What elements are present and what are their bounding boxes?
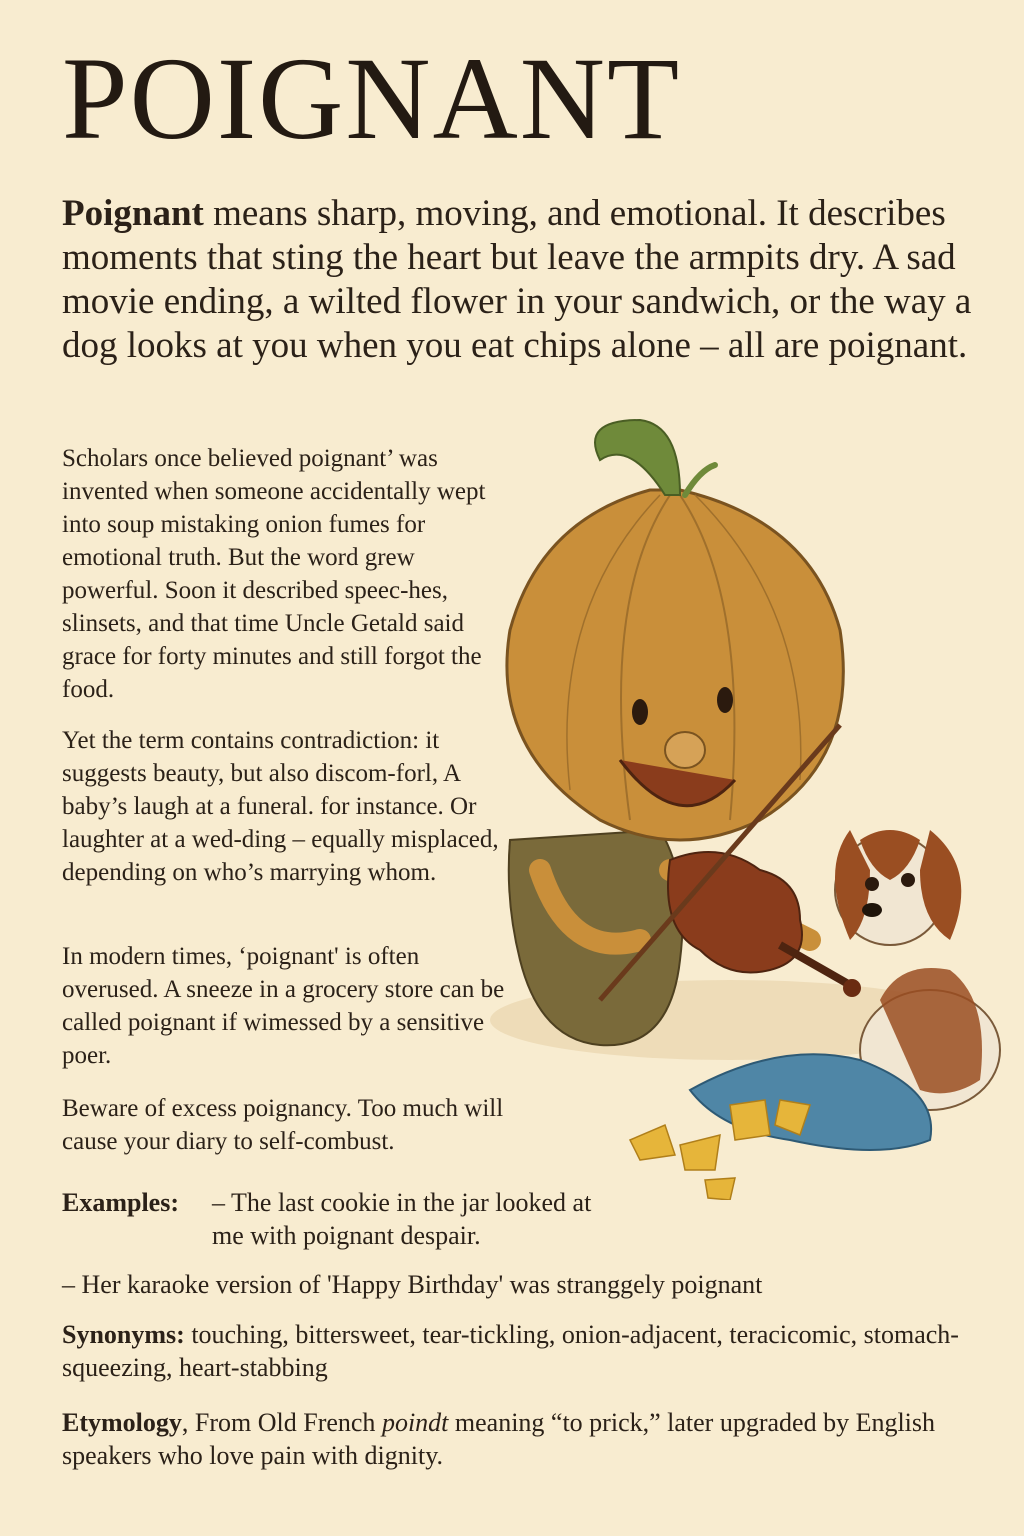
etymology-word: poindt [381, 1408, 449, 1437]
paragraph-modern: In modern times, ‘poignant' is often overused. A sneeze in a grocery store can be called poignant if wimessed by a sensitive poer. [62, 943, 505, 1069]
chip-bag-icon [630, 1054, 931, 1200]
paragraph-warning: Beware of excess poignancy. Too much will cause your diary to self-combust. [62, 1095, 504, 1155]
examples-label: Examples: [62, 1188, 179, 1217]
paragraph-contradiction: Yet the term contains contradiction: it suggests beauty, but also discom-forl, A baby’s laugh at a funeral. for instance. Or laughter at a wed-ding – equally misplaced, depending on who’s marrying whom. [62, 727, 499, 886]
synonyms-block [62, 1318, 982, 1384]
intro-term: Poignant [62, 193, 204, 234]
etymology-text-before: , From Old French [181, 1408, 382, 1437]
example-item: – Her karaoke version of 'Happy Birthday' was stranggely poignant [62, 1270, 763, 1299]
paragraph-origin: Scholars once believed poignant’ was invented when someone accidentally wept into soup mistaking onion fumes for emotional truth. But the word grew powerful. Soon it described speec-hes, slinsets, and that time Uncle Getald said grace for forty minutes and still forgot the food. [62, 445, 486, 703]
page-title: POIGNANT [62, 33, 682, 164]
intro-text: means sharp, moving, and emotional. It describes moments that sting the heart but leave the armpits dry. A sad movie ending, a wilted flower in your sandwich, or the way a dog looks at you when you eat chips alone – all are poignant. [62, 193, 972, 366]
synonyms-text: touching, bittersweet, tear-tickling, onion-adjacent, teracicomic, stomach-squeezing, heart-stabbing [62, 1320, 959, 1382]
illustration [480, 400, 1024, 1200]
etymology-text-after: meaning “to prick,” later upgraded by English speakers who love pain with dignity. [62, 1408, 936, 1470]
synonyms-label: Synonyms: [62, 1320, 185, 1349]
example-item: – The last cookie in the jar looked at me with poignant despair. [212, 1188, 592, 1250]
etymology-label: Etymology [62, 1408, 182, 1437]
etymology-block [62, 1406, 982, 1472]
intro-definition [62, 192, 972, 368]
